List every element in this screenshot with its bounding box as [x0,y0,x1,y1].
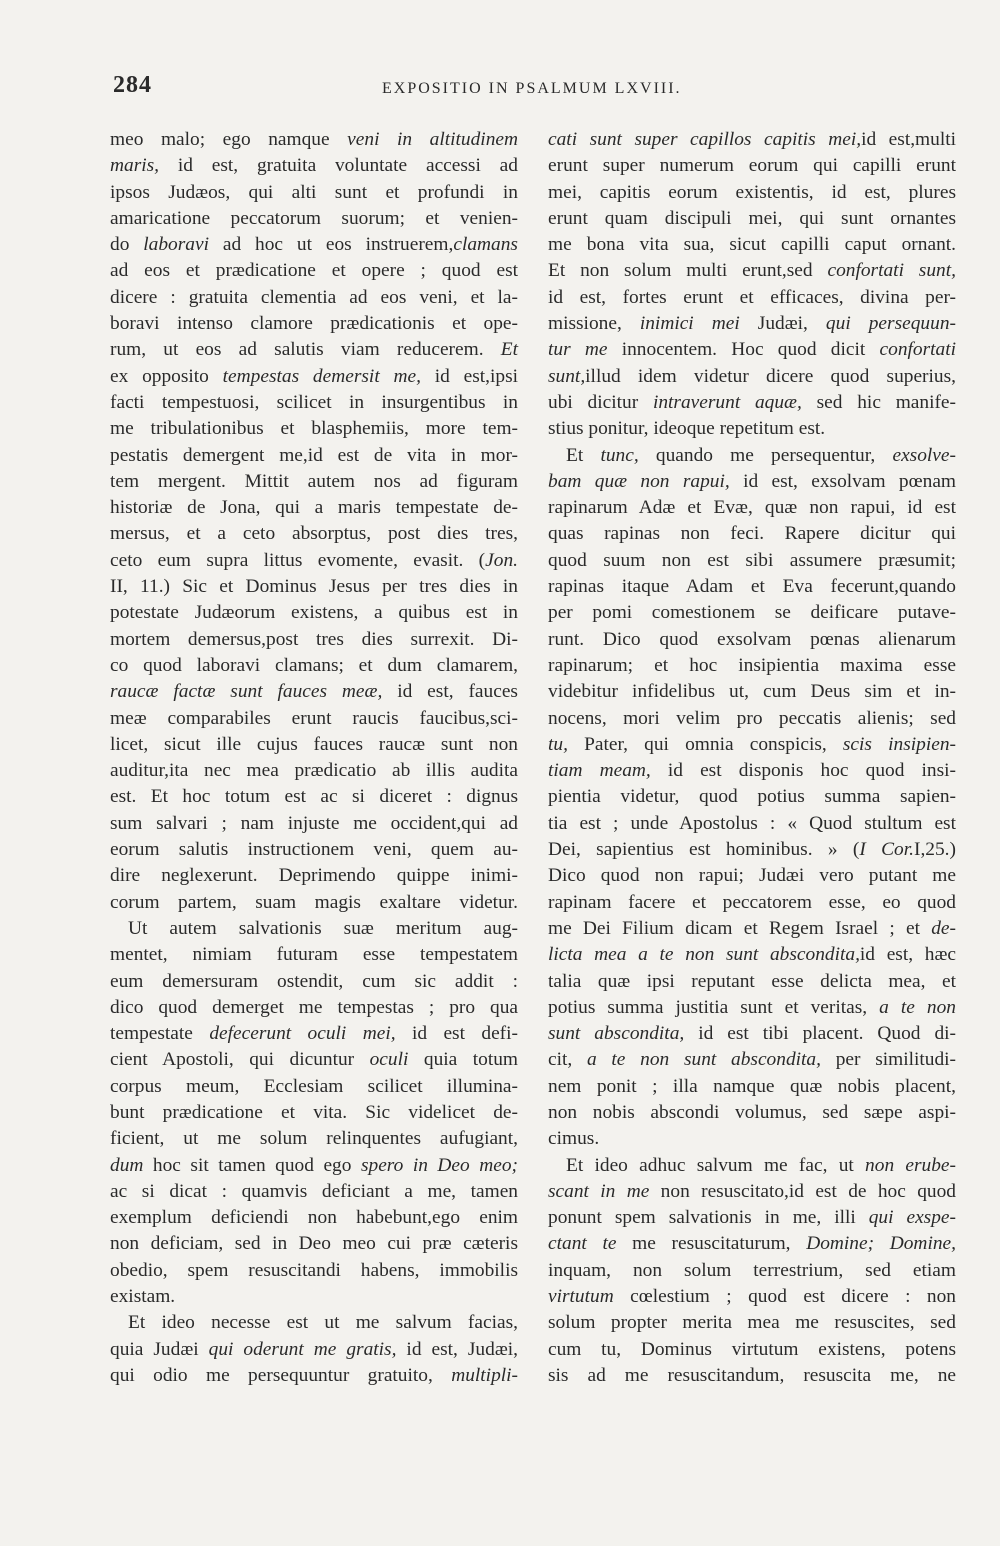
text-line [548,574,956,600]
text-line [110,1179,518,1205]
text-segment: solum propter merita mea me resuscites, sed [548,1312,956,1334]
text-line [548,1363,956,1389]
text-segment: est. Et hoc totum est ac si diceret : dignus [110,786,518,808]
text-segment: id est tibi placent. Quod di- [684,1023,957,1045]
text-line [110,732,518,758]
italic-text: multipli- [451,1364,518,1386]
text-line [110,180,518,206]
text-segment: Judæi, [739,313,826,335]
italic-text: dum [110,1154,144,1176]
text-line [110,811,518,837]
text-segment: sis ad me resuscitandum, resuscita me, ne [548,1364,956,1386]
text-segment: ex opposito [110,365,223,387]
text-segment: dire neglexerunt. Deprimendo quippe inimi- [110,865,518,887]
text-segment: eum demersuram ostendit, cum sic addit : [110,970,518,992]
text-segment: ubi dicitur [548,391,653,413]
text-line [548,548,956,574]
text-segment: rapinas itaque Adam et Eva fecerunt,quando [548,576,956,598]
text-segment: ad eos et prædicatione et opere ; quod est [110,260,518,282]
text-line [548,180,956,206]
text-line [110,679,518,705]
text-segment: id est, exsolvam pœnam [729,470,957,492]
italic-text: laboravi [143,234,209,256]
italic-text: qui oderunt me gratis, [208,1338,397,1360]
text-segment: me bona vita sua, sicut capilli caput ornant. [548,234,956,256]
text-line [548,206,956,232]
text-segment: nocens, mori velim pro peccatis alienis; sed [548,707,956,729]
italic-text: scant in me [548,1180,650,1202]
text-line [110,863,518,889]
italic-text: de- [931,917,956,939]
text-line [110,758,518,784]
text-segment: mentet, nimiam futuram esse tempestatem [110,944,518,966]
text-segment: sum salvari ; nam injuste me occident,qui ad [110,812,518,834]
italic-text: non erube- [865,1154,956,1176]
text-line [548,600,956,626]
text-line [548,863,956,889]
text-line [548,837,956,863]
text-segment: per pomi comestionem se deificare putave- [548,602,956,624]
text-segment: pestatis demergent me,id est de vita in mor- [110,444,518,466]
text-line [110,942,518,968]
text-segment: eorum salutis instructionem veni, quem au- [110,839,518,861]
text-segment: Pater, qui omnia conspicis, [567,733,843,755]
text-segment: id est, hæc [859,944,956,966]
text-line [548,390,956,416]
text-line [110,600,518,626]
text-line [548,679,956,705]
text-segment: non resuscitato,id est de hoc quod [649,1180,956,1202]
italic-text: ctant te [548,1233,617,1255]
text-line [110,1126,518,1152]
text-line [548,706,956,732]
text-segment: tem mergent. Mittit autem nos ad figuram [110,470,518,492]
text-line [110,784,518,810]
text-line [110,574,518,600]
text-segment: hoc sit tamen quod ego [143,1154,361,1176]
text-line [548,1205,956,1231]
text-line [110,153,518,179]
text-line [110,1258,518,1284]
text-segment: id est defi- [395,1023,518,1045]
text-segment: ceto eum supra littus evomente, evasit. ( [110,549,486,571]
text-segment: videbitur infidelibus ut, cum Deus sim et in- [548,681,956,703]
text-segment: licet, sicut ille cujus fauces raucæ sunt non [110,733,518,755]
text-segment: inquam, non solum terrestrium, sed etiam [548,1259,956,1281]
text-line [548,653,956,679]
text-line [548,1100,956,1126]
italic-text: tempestas demersit me, [222,365,421,387]
text-line [548,337,956,363]
text-segment: non nobis abscondi volumus, sed sæpe aspi- [548,1101,956,1123]
text-line [110,311,518,337]
text-line [548,1047,956,1073]
text-segment: quando me persequentur, [638,444,893,466]
text-line [548,1126,956,1152]
text-line [110,890,518,916]
text-segment: erunt super numerum eorum qui capilli erunt [548,155,956,177]
text-segment: existam. [110,1286,176,1308]
text-segment: obedio, spem resuscitandi habens, immobilis [110,1259,518,1281]
text-segment: stius ponitur, ideoque repetitum est. [548,418,826,440]
text-segment: illud idem videtur dicere quod superius, [585,365,956,387]
italic-text: qui persequun- [825,313,956,335]
text-line [110,837,518,863]
text-line [110,337,518,363]
italic-text: tunc, [600,444,639,466]
text-line [548,942,956,968]
italic-text: inimici mei [639,313,740,335]
text-segment: runt. Dico quod exsolvam pœnas alienarum [548,628,956,650]
text-segment: qui odio me persequuntur gratuito, [110,1364,452,1386]
text-segment: quia totum [408,1049,518,1071]
text-segment: auditur,ita nec mea prædicatio ab illis audita [110,760,518,782]
text-line [110,469,518,495]
text-line [110,390,518,416]
text-segment: Et non solum multi erunt,sed [548,260,828,282]
text-segment: bunt prædicatione et vita. Sic videlicet de- [110,1101,518,1123]
text-segment: per similitudi- [820,1049,957,1071]
text-segment: dicere : gratuita clementia ad eos veni, et la- [110,286,518,308]
page-number: 284 [113,72,152,98]
text-line [110,1363,518,1389]
text-segment: Ut autem salvationis suæ meritum aug- [128,917,518,939]
text-line [548,1284,956,1310]
text-line [110,706,518,732]
text-line [110,495,518,521]
text-segment: meo malo; ego namque [110,129,348,150]
text-line [110,443,518,469]
italic-text: virtutum [548,1286,614,1308]
text-segment: id est, fortes erunt et efficaces, divina per- [548,286,956,308]
text-line [110,1021,518,1047]
italic-text: confortati [879,339,956,361]
text-segment: cient Apostoli, qui dicuntur [110,1049,370,1071]
text-segment: boravi intenso clamore prædicationis et ope- [110,313,518,335]
text-segment: historiæ de Jona, qui a maris tempestate de- [110,497,518,519]
text-line [110,127,518,153]
text-line [110,1284,518,1310]
text-segment: id est,ipsi [420,365,519,387]
text-line [548,311,956,337]
text-line [110,416,518,442]
text-segment: quas rapinas non feci. Rapere dicitur qui [548,523,956,545]
text-segment: Et ideo necesse est ut me salvum facias, [128,1312,518,1334]
text-line [110,285,518,311]
text-segment: nem ponit ; illa namque quæ nobis placent, [548,1075,956,1097]
italic-text: tu, [548,733,568,755]
text-line [548,1021,956,1047]
italic-text: sunt abscondita, [548,1023,685,1045]
text-segment: tempestate [110,1023,210,1045]
italic-text: exsolve- [892,444,956,466]
text-line [110,364,518,390]
text-line [548,1179,956,1205]
text-segment: tia est ; unde Apostolus : « Quod stultum est [548,812,956,834]
text-line [110,916,518,942]
text-segment: Dico quod non rapui; Judæi vero putant me [548,865,956,887]
text-segment: quod suum non est sibi assumere præsumit; [548,549,956,571]
text-segment: pientia videtur, quod potius summa sapien- [548,786,956,808]
text-segment: me tribulationibus et blasphemiis, more tem- [110,418,518,440]
text-line [110,548,518,574]
text-line [548,1258,956,1284]
text-segment: ac si dicat : quamvis deficiant a me, tamen [110,1180,518,1202]
text-line [110,1337,518,1363]
italic-text: spero in Deo meo; [360,1154,519,1176]
text-segment: amaricatione peccatorum suorum; et venien- [110,207,518,229]
text-column-left [110,127,518,1389]
running-title: EXPOSITIO IN PSALMUM LXVIII. [382,80,682,97]
italic-text: tur me [548,339,608,361]
italic-text: I Cor. [859,839,914,861]
text-line [110,232,518,258]
text-segment: non deficiam, sed in Deo meo cui præ cæteris [110,1233,518,1255]
italic-text: intraverunt aquæ, [652,391,802,413]
text-segment: mei, capitis eorum existentis, id est, plures [548,181,956,203]
text-segment: cit, [548,1049,587,1071]
text-segment: exemplum deficiendi non habebunt,ego enim [110,1207,518,1229]
text-segment: id est,multi [861,129,956,150]
text-segment: ipsos Judæos, qui alti sunt et profundi in [110,181,518,203]
text-segment: facti tempestuosi, scilicet in insurgentibus in [110,391,518,413]
text-segment: potius summa justitia sunt et veritas, [548,996,880,1018]
italic-text: veni in altitudinem [347,129,518,150]
text-column-right [548,127,956,1389]
italic-text: cati sunt super capillos capitis mei, [548,129,862,150]
text-line [548,1337,956,1363]
text-line [110,206,518,232]
italic-text: Jon. [485,549,518,571]
text-line [110,653,518,679]
text-segment: me resuscitaturum, [616,1233,807,1255]
text-line [110,1205,518,1231]
text-segment: II, 11.) Sic et Dominus Jesus per tres dies in [110,576,518,598]
text-line [548,469,956,495]
text-line [110,1100,518,1126]
text-segment: potestate Judæorum existens, a quibus est in [110,602,518,624]
text-line [110,627,518,653]
italic-text: maris, [110,155,160,177]
text-line [548,969,956,995]
text-segment: id est, fauces [382,681,518,703]
text-segment: corpus meum, Ecclesiam scilicet illumina- [110,1075,518,1097]
italic-text: Domine; Domine, [806,1233,956,1255]
text-segment: corum partem, suam magis exaltare videtur. [110,891,518,913]
text-line [548,285,956,311]
text-segment: mortem demersus,post tres dies surrexit. Di- [110,628,518,650]
text-segment: Dei, sapientius est hominibus. » ( [548,839,860,861]
text-line [548,258,956,284]
text-segment: co quod laboravi clamans; et dum clamarem, [110,654,518,676]
text-segment: Et [566,444,601,466]
text-segment: cœlestium ; quod est dicere : non [613,1286,956,1308]
text-line [548,495,956,521]
italic-text: clamans [453,234,518,256]
text-segment: I,25.) [913,839,956,861]
text-line [548,521,956,547]
italic-text: a te non sunt abscondita, [586,1049,821,1071]
italic-text: bam quæ non rapui, [548,470,730,492]
text-segment: erunt quam discipuli mei, qui sunt ornantes [548,207,956,229]
text-segment: ficient, ut me solum relinquentes aufugiant, [110,1128,518,1150]
text-segment: dico quod demerget me tempestas ; pro qua [110,996,518,1018]
text-line [548,1074,956,1100]
text-segment: do [110,234,144,256]
text-segment: meæ comparabiles erunt raucis faucibus,sci- [110,707,518,729]
text-segment: sed hic manife- [801,391,956,413]
text-segment: rapinarum; et hoc insipientia maxima esse [548,654,956,676]
text-line [548,416,956,442]
italic-text: raucæ factæ sunt fauces meæ, [110,681,383,703]
text-line [548,995,956,1021]
text-segment: Et ideo adhuc salvum me fac, ut [566,1154,866,1176]
text-line [110,1047,518,1073]
text-line [548,811,956,837]
text-line [110,1074,518,1100]
text-line [548,153,956,179]
text-segment: me Dei Filium dicam et Regem Israel ; et [548,917,932,939]
text-segment: ad hoc ut eos instruerem, [208,234,454,256]
italic-text: qui exspe- [868,1207,956,1229]
text-segment: cum tu, Dominus virtutum existens, potens [548,1338,956,1360]
text-segment: id est, Judæi, [396,1338,518,1360]
italic-text: confortati sunt, [827,260,956,282]
text-line [110,258,518,284]
text-segment: id est, gratuita voluntate accessi ad [159,155,518,177]
text-segment: mersus, et a ceto absorptus, post dies tres, [110,523,518,545]
text-line [110,969,518,995]
text-line [110,1310,518,1336]
text-line [110,521,518,547]
text-segment: cimus. [548,1128,600,1150]
text-segment: innocentem. Hoc quod dicit [607,339,880,361]
italic-text: sunt, [548,365,586,387]
text-line [548,890,956,916]
text-line [548,784,956,810]
text-line [548,1153,956,1179]
text-segment: id est disponis hoc quod insi- [650,760,956,782]
text-line [548,1231,956,1257]
text-segment: talia quæ ipsi reputant esse delicta mea, et [548,970,956,992]
italic-text: defecerunt oculi mei, [209,1023,396,1045]
text-line [548,758,956,784]
text-line [110,995,518,1021]
italic-text: oculi [369,1049,409,1071]
text-segment: ponunt spem salvationis in me, illi [548,1207,869,1229]
text-line [110,1153,518,1179]
text-segment: missione, [548,313,640,335]
text-line [548,627,956,653]
text-segment: rum, ut eos ad salutis viam reducerem. [110,339,501,361]
text-segment: rapinam facere et peccatorem esse, eo quod [548,891,956,913]
text-segment: quia Judæi [110,1338,209,1360]
italic-text: tiam meam, [548,760,651,782]
text-line [548,364,956,390]
text-line [548,916,956,942]
text-line [548,1310,956,1336]
text-line [548,732,956,758]
italic-text: scis insipien- [842,733,956,755]
italic-text: a te non [879,996,956,1018]
text-line [110,1231,518,1257]
text-line [548,232,956,258]
text-line [548,127,956,153]
italic-text: Et [500,339,518,361]
italic-text: licta mea a te non sunt abscondita, [548,944,860,966]
text-line [548,443,956,469]
text-segment: rapinarum Adæ et Evæ, quæ non rapui, id est [548,497,956,519]
